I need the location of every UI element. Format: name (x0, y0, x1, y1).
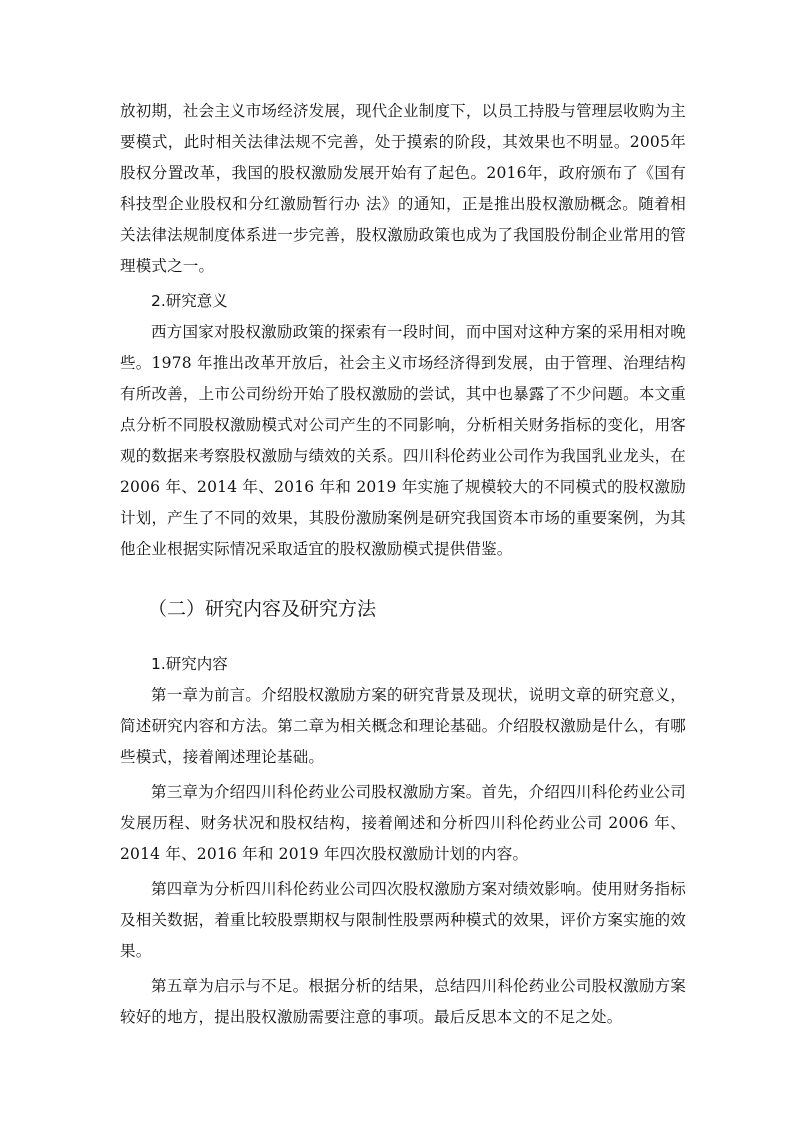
chapter4-paragraph: 第四章为分析四川科伦药业公司四次股权激励方案对绩效影响。使用财务指标及相关数据，着重比较股票期权与限制性股票两种模式的效果，评价方案实施的效果。 (120, 880, 686, 960)
chapter5-paragraph: 第五章为启示与不足。根据分析的结果，总结四川科伦药业公司股权激励方案较好的地方，提出股权激励需要注意的事项。最后反思本文的不足之处。 (120, 977, 686, 1026)
chapter1-paragraph: 第一章为前言。介绍股权激励方案的研究背景及现状，说明文章的研究意义，简述研究内容和方法。第二章为相关概念和理论基础。介绍股权激励是什么，有哪些模式，接着阐述理论基础。 (120, 686, 686, 766)
chapter3-paragraph: 第三章为介绍四川科伦药业公司股权激励方案。首先，介绍四川科伦药业公司发展历程、财务状况和股权结构，接着阐述和分析四川科伦药业公司 2006 年、2014 年、2016 年和 2019 年四次股权激励计划的内容。 (120, 783, 686, 863)
subsection-significance-title: 2.研究意义 (151, 292, 228, 310)
document-body (120, 96, 686, 1033)
significance-paragraph: 西方国家对股权激励政策的探索有一段时间，而中国对这种方案的采用相对晚些。1978 年推出改革开放后，社会主义市场经济得到发展，由于管理、治理结构有所改善，上市公司纷纷开始了股权激励的尝试，其中也暴露了不少问题。本文重点分析不同股权激励模式对公司产生的不同影响，分析相关财务指标的变化，用客观的数据来考察股权激励与绩效的关系。四川科伦药业公司作为我国乳业龙头，在 2006 年、2014 年、2016 年和 2019 年实施了规模较大的不同模式的股权激励计划，产生了不同的效果，其股份激励案例是研究我国资本市场的重要案例，为其他企业根据实际情况采取适宜的股权激励模式提供借鉴。 (120, 323, 686, 558)
subsection-content-title: 1.研究内容 (151, 655, 228, 673)
section-title: （二）研究内容及研究方法 (148, 598, 377, 620)
intro-paragraph: 放初期，社会主义市场经济发展，现代企业制度下，以员工持股与管理层收购为主要模式，此时相关法律法规不完善，处于摸索的阶段，其效果也不明显。2005年股权分置改革，我国的股权激励发展开始有了起色。2016年，政府颁布了《国有科技型企业股权和分红激励暂行办 法》的通知，正是推出股权激励概念。随着相关法律法规制度体系进一步完善，股权激励政策也成为了我国股份制企业常用的管理模式之一。 (120, 102, 686, 275)
